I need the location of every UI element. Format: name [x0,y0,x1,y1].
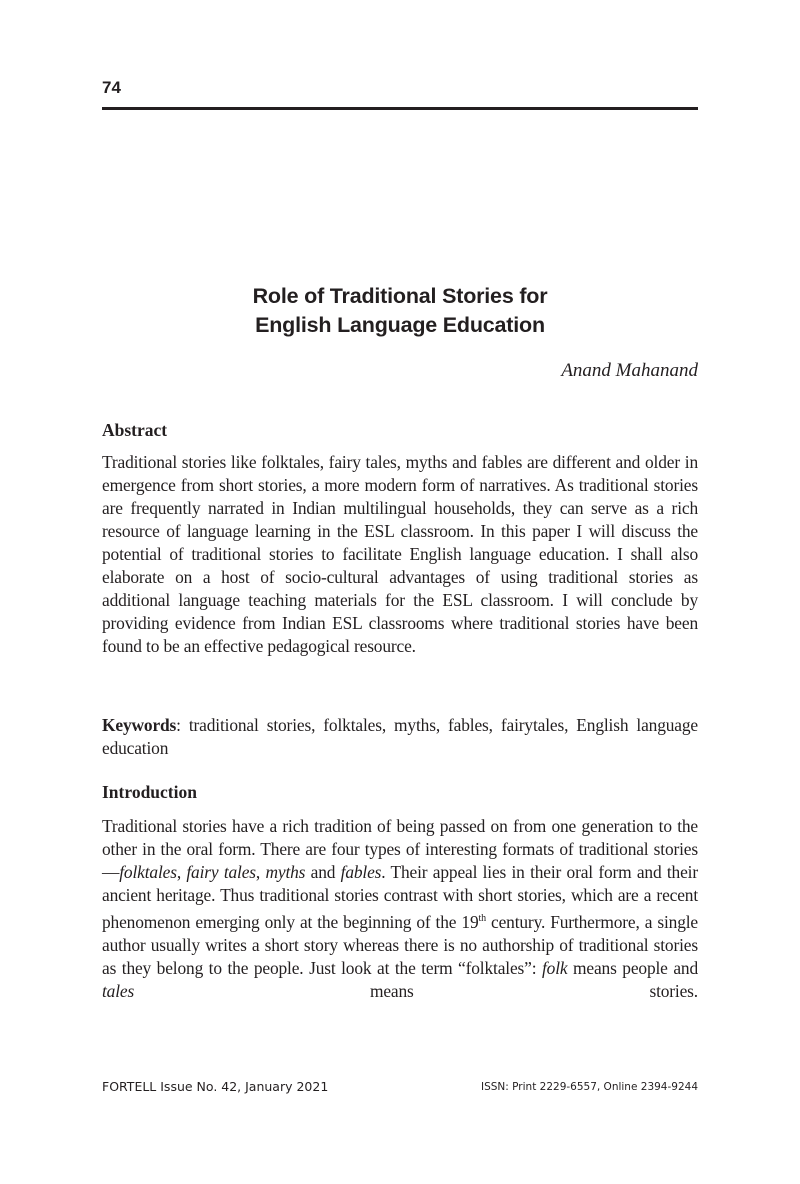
author-name: Anand Mahanand [561,360,698,381]
title-line-2: English Language Education [255,313,545,337]
keywords-label: Keywords [102,715,177,735]
footer-journal: FORTELL Issue No. 42, January 2021 [102,1079,329,1094]
header-rule [102,107,698,110]
introduction-heading: Introduction [102,782,197,802]
abstract-text: Traditional stories like folktales, fairy tales, myths and fables are different and older in emergence from short stories, a more modern form of narratives. As traditional stories are frequently narrated in Indian multilingual households, they can serve as a rich resource of language learning in the ESL classroom. In this paper I will discuss the potential of traditional stories to facilitate English language education. I shall also elaborate on a host of socio-cultural advantages of using traditional stories as additional language teaching materials for the ESL classroom. I will conclude by providing evidence from Indian ESL classrooms where traditional stories have been found to be an effective pedagogical resource. [102,452,698,656]
page-number: 74 [102,78,121,97]
introduction-text: Traditional stories have a rich tradition of being passed on from one generation to the other in the oral form. There are four types of interesting formats of traditional stories—folktales, fairy tales, myths and fables. Their appeal lies in their oral form and their ancient heritage. Thus traditional stories contrast with short stories, which are a recent phenomenon emerging only at the beginning of the 19th century. Furthermore, a single author usually writes a short story whereas there is no authorship of traditional stories as they belong to the people. Just look at the term “folktales”: folk means people and tales means stories. [102,816,698,1001]
footer-issn: ISSN: Print 2229-6557, Online 2394-9244 [481,1081,698,1093]
keywords-text: : traditional stories, folktales, myths, fables, fairytales, English language education [102,715,698,758]
abstract-heading: Abstract [102,420,168,440]
title-line-1: Role of Traditional Stories for [252,284,548,308]
article-title [102,282,698,340]
keywords [102,714,698,760]
